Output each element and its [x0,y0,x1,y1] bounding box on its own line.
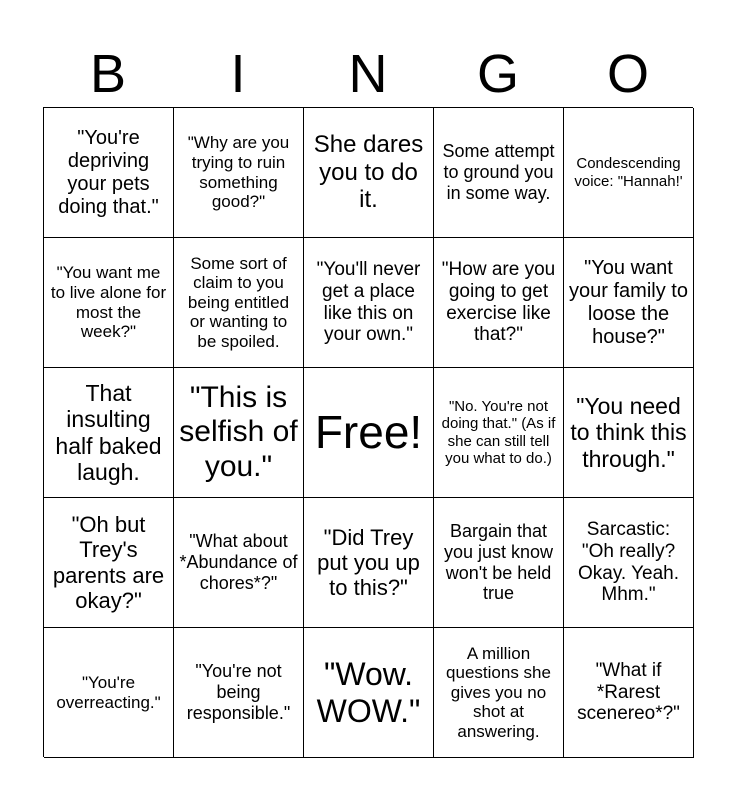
cell-text: "Why are you trying to ruin something good?" [187,133,290,212]
cell-text: "Oh but Trey's parents are okay?" [52,511,165,613]
cell-text: Bargain that you just know won't be held true [443,521,554,604]
bingo-cell-r2c1[interactable] [44,238,174,368]
bingo-cell-r3c1[interactable] [44,368,174,498]
cell-text: "You're not being responsible." [186,661,291,723]
bingo-cell-r5c5[interactable] [564,628,694,758]
cell-text: "What if *Rarest scenereo*?" [577,659,680,725]
cell-text: "How are you going to get exercise like that?" [441,258,556,346]
bingo-cell-r4c1[interactable] [44,498,174,628]
cell-text: Some attempt to ground you in some way. [442,141,555,203]
cell-text: "No. You're not doing that." (As if she can still tell you what to do.) [441,398,556,467]
bingo-cell-r1c2[interactable] [174,108,304,238]
cell-text: Condescending voice: "Hannah!' [574,155,683,190]
bingo-cell-r4c2[interactable] [174,498,304,628]
cell-text: "You want your family to loose the house?" [569,256,688,348]
bingo-cell-r2c2[interactable] [174,238,304,368]
bingo-cell-r5c2[interactable] [174,628,304,758]
cell-text: "You're overreacting." [56,672,161,712]
cell-text: That insulting half baked laugh. [55,379,162,485]
bingo-cell-r4c4[interactable] [434,498,564,628]
bingo-cell-r4c3[interactable] [304,498,434,628]
cell-text: Some sort of claim to you being entitled or wanting to be spoiled. [187,253,290,351]
cell-text: "You're depriving your pets doing that." [58,126,159,218]
bingo-cell-r2c3[interactable] [304,238,434,368]
bingo-cell-r5c3[interactable] [304,628,434,758]
cell-text: "Did Trey put you up to this?" [317,524,420,601]
header-letter-b: B [89,44,127,104]
cell-text: "You need to think this through." [570,392,687,472]
bingo-cell-r2c5[interactable] [564,238,694,368]
bingo-cell-r1c5[interactable] [564,108,694,238]
bingo-cell-r4c5[interactable] [564,498,694,628]
header-letter-n: N [348,44,388,104]
bingo-cell-r5c4[interactable] [434,628,564,758]
cell-text: "You want me to live alone for most the week?" [50,263,167,342]
bingo-cell-r3c4[interactable] [434,368,564,498]
header-letter-o: O [606,44,649,104]
bingo-cell-r2c4[interactable] [434,238,564,368]
free-space-text: Free! [314,406,423,459]
bingo-board [43,107,693,757]
header-letter-i: I [230,44,246,104]
cell-text: "Wow. WOW." [316,655,421,729]
bingo-cell-r1c1[interactable] [44,108,174,238]
bingo-cell-r5c1[interactable] [44,628,174,758]
header-letter-g: G [476,44,519,104]
bingo-cell-r1c3[interactable] [304,108,434,238]
cell-text: "What about *Abundance of chores*?" [179,531,298,593]
cell-text: Sarcastic: "Oh really? Okay. Yeah. Mhm." [577,518,680,606]
cell-text: "This is selfish of you." [179,380,298,483]
cell-text: A million questions she gives you no shot at answering. [446,643,551,741]
cell-text: "You'll never get a place like this on your own." [316,258,421,346]
bingo-cell-r3c5[interactable] [564,368,694,498]
cell-text: She dares you to do it. [313,131,424,214]
bingo-cell-r3c2[interactable] [174,368,304,498]
bingo-header [43,40,693,108]
bingo-cell-free[interactable] [304,368,434,498]
bingo-cell-r1c4[interactable] [434,108,564,238]
